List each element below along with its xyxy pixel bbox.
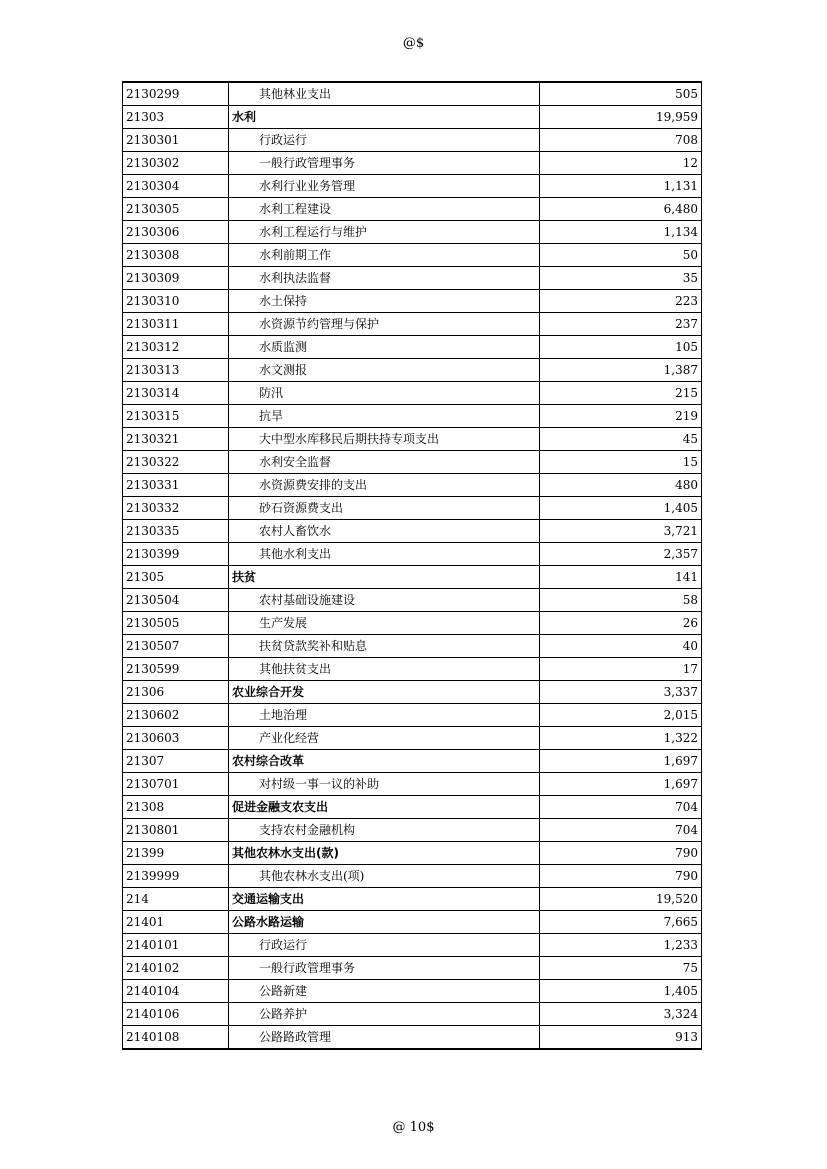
subject-name-cell: 对村级一事一议的补助 xyxy=(229,773,540,796)
subject-code-cell: 2140101 xyxy=(123,934,229,957)
page-header: @$ xyxy=(402,36,425,51)
subject-code-cell: 2130308 xyxy=(123,244,229,267)
amount-cell: 50 xyxy=(540,244,702,267)
subject-name-cell: 土地治理 xyxy=(229,704,540,727)
amount-cell: 40 xyxy=(540,635,702,658)
amount-cell: 3,721 xyxy=(540,520,702,543)
subject-name-cell: 大中型水库移民后期扶持专项支出 xyxy=(229,428,540,451)
subject-name-cell: 农村基础设施建设 xyxy=(229,589,540,612)
subject-name-cell: 农村综合改革 xyxy=(229,750,540,773)
table-row xyxy=(123,842,702,865)
subject-name-cell: 行政运行 xyxy=(229,934,540,957)
subject-code-cell: 2130505 xyxy=(123,612,229,635)
table-row xyxy=(123,129,702,152)
subject-name-cell: 水利安全监督 xyxy=(229,451,540,474)
table-row xyxy=(123,773,702,796)
subject-name-cell: 交通运输支出 xyxy=(229,888,540,911)
table-row xyxy=(123,267,702,290)
amount-cell: 7,665 xyxy=(540,911,702,934)
subject-name-cell: 扶贫 xyxy=(229,566,540,589)
amount-cell: 45 xyxy=(540,428,702,451)
amount-cell: 704 xyxy=(540,819,702,842)
table-row xyxy=(123,198,702,221)
subject-name-cell: 防汛 xyxy=(229,382,540,405)
subject-name-cell: 水利行业业务管理 xyxy=(229,175,540,198)
table-row xyxy=(123,451,702,474)
table-row xyxy=(123,727,702,750)
table-row xyxy=(123,888,702,911)
subject-code-cell: 2130399 xyxy=(123,543,229,566)
amount-cell: 58 xyxy=(540,589,702,612)
subject-code-cell: 2130311 xyxy=(123,313,229,336)
amount-cell: 480 xyxy=(540,474,702,497)
subject-name-cell: 水利执法监督 xyxy=(229,267,540,290)
subject-code-cell: 2130314 xyxy=(123,382,229,405)
amount-cell: 2,357 xyxy=(540,543,702,566)
table-row xyxy=(123,290,702,313)
table-row xyxy=(123,313,702,336)
amount-cell: 790 xyxy=(540,842,702,865)
amount-cell: 3,337 xyxy=(540,681,702,704)
subject-code-cell: 21307 xyxy=(123,750,229,773)
amount-cell: 708 xyxy=(540,129,702,152)
subject-name-cell: 其他水利支出 xyxy=(229,543,540,566)
table-row xyxy=(123,819,702,842)
table-row xyxy=(123,658,702,681)
table-row xyxy=(123,543,702,566)
table-row xyxy=(123,980,702,1003)
subject-name-cell: 产业化经营 xyxy=(229,727,540,750)
amount-cell: 215 xyxy=(540,382,702,405)
subject-name-cell: 生产发展 xyxy=(229,612,540,635)
amount-cell: 35 xyxy=(540,267,702,290)
subject-name-cell: 水利 xyxy=(229,106,540,129)
table-row xyxy=(123,152,702,175)
subject-name-cell: 水资源节约管理与保护 xyxy=(229,313,540,336)
table-row xyxy=(123,474,702,497)
subject-name-cell: 水利工程建设 xyxy=(229,198,540,221)
amount-cell: 704 xyxy=(540,796,702,819)
subject-name-cell: 行政运行 xyxy=(229,129,540,152)
amount-cell: 3,324 xyxy=(540,1003,702,1026)
subject-code-cell: 2130335 xyxy=(123,520,229,543)
subject-name-cell: 水利前期工作 xyxy=(229,244,540,267)
subject-code-cell: 2130312 xyxy=(123,336,229,359)
subject-code-cell: 2130309 xyxy=(123,267,229,290)
amount-cell: 105 xyxy=(540,336,702,359)
table-row xyxy=(123,428,702,451)
table-row xyxy=(123,382,702,405)
table-row xyxy=(123,405,702,428)
amount-cell: 6,480 xyxy=(540,198,702,221)
subject-code-cell: 21305 xyxy=(123,566,229,589)
amount-cell: 12 xyxy=(540,152,702,175)
subject-code-cell: 2130304 xyxy=(123,175,229,198)
subject-code-cell: 2130322 xyxy=(123,451,229,474)
page-footer: @ 10$ xyxy=(392,1120,435,1135)
subject-name-cell: 水利工程运行与维护 xyxy=(229,221,540,244)
amount-cell: 19,959 xyxy=(540,106,702,129)
subject-code-cell: 21399 xyxy=(123,842,229,865)
budget-table-body xyxy=(123,82,702,1049)
table-row xyxy=(123,82,702,106)
subject-name-cell: 农业综合开发 xyxy=(229,681,540,704)
subject-code-cell: 2130507 xyxy=(123,635,229,658)
table-row xyxy=(123,359,702,382)
subject-name-cell: 水质监测 xyxy=(229,336,540,359)
amount-cell: 223 xyxy=(540,290,702,313)
subject-name-cell: 扶贫贷款奖补和贴息 xyxy=(229,635,540,658)
subject-code-cell: 21308 xyxy=(123,796,229,819)
subject-code-cell: 2130603 xyxy=(123,727,229,750)
table-row xyxy=(123,1026,702,1050)
amount-cell: 1,233 xyxy=(540,934,702,957)
subject-name-cell: 公路水路运输 xyxy=(229,911,540,934)
subject-name-cell: 其他农林水支出(项) xyxy=(229,865,540,888)
subject-code-cell: 2130701 xyxy=(123,773,229,796)
table-row xyxy=(123,106,702,129)
table-row xyxy=(123,566,702,589)
table-row xyxy=(123,221,702,244)
table-row xyxy=(123,244,702,267)
subject-code-cell: 2130315 xyxy=(123,405,229,428)
subject-code-cell: 2130332 xyxy=(123,497,229,520)
amount-cell: 505 xyxy=(540,82,702,106)
subject-name-cell: 公路路政管理 xyxy=(229,1026,540,1050)
amount-cell: 141 xyxy=(540,566,702,589)
subject-name-cell: 支持农村金融机构 xyxy=(229,819,540,842)
subject-code-cell: 2130310 xyxy=(123,290,229,313)
table-row xyxy=(123,796,702,819)
amount-cell: 237 xyxy=(540,313,702,336)
amount-cell: 913 xyxy=(540,1026,702,1050)
subject-code-cell: 2140106 xyxy=(123,1003,229,1026)
subject-code-cell: 2130305 xyxy=(123,198,229,221)
subject-code-cell: 2140102 xyxy=(123,957,229,980)
table-row xyxy=(123,957,702,980)
subject-code-cell: 21303 xyxy=(123,106,229,129)
budget-table xyxy=(122,81,702,1050)
subject-code-cell: 214 xyxy=(123,888,229,911)
table-row xyxy=(123,934,702,957)
amount-cell: 1,131 xyxy=(540,175,702,198)
subject-name-cell: 其他农林水支出(款) xyxy=(229,842,540,865)
subject-code-cell: 2130299 xyxy=(123,82,229,106)
subject-code-cell: 21401 xyxy=(123,911,229,934)
table-row xyxy=(123,612,702,635)
subject-name-cell: 公路新建 xyxy=(229,980,540,1003)
amount-cell: 1,697 xyxy=(540,773,702,796)
subject-code-cell: 21306 xyxy=(123,681,229,704)
subject-name-cell: 农村人畜饮水 xyxy=(229,520,540,543)
subject-name-cell: 其他林业支出 xyxy=(229,82,540,106)
table-row xyxy=(123,865,702,888)
amount-cell: 19,520 xyxy=(540,888,702,911)
amount-cell: 1,405 xyxy=(540,980,702,1003)
amount-cell: 2,015 xyxy=(540,704,702,727)
subject-code-cell: 2130504 xyxy=(123,589,229,612)
amount-cell: 17 xyxy=(540,658,702,681)
table-row xyxy=(123,635,702,658)
table-row xyxy=(123,497,702,520)
subject-code-cell: 2140104 xyxy=(123,980,229,1003)
amount-cell: 1,405 xyxy=(540,497,702,520)
table-row xyxy=(123,681,702,704)
subject-code-cell: 2130306 xyxy=(123,221,229,244)
amount-cell: 26 xyxy=(540,612,702,635)
subject-name-cell: 水资源费安排的支出 xyxy=(229,474,540,497)
subject-code-cell: 2130331 xyxy=(123,474,229,497)
subject-code-cell: 2130301 xyxy=(123,129,229,152)
table-row xyxy=(123,750,702,773)
subject-code-cell: 2130602 xyxy=(123,704,229,727)
subject-code-cell: 2130801 xyxy=(123,819,229,842)
table-row xyxy=(123,1003,702,1026)
amount-cell: 790 xyxy=(540,865,702,888)
subject-name-cell: 抗旱 xyxy=(229,405,540,428)
table-row xyxy=(123,704,702,727)
subject-name-cell: 水文测报 xyxy=(229,359,540,382)
table-row xyxy=(123,589,702,612)
subject-code-cell: 2130321 xyxy=(123,428,229,451)
subject-code-cell: 2139999 xyxy=(123,865,229,888)
table-row xyxy=(123,175,702,198)
amount-cell: 1,387 xyxy=(540,359,702,382)
subject-name-cell: 水土保持 xyxy=(229,290,540,313)
subject-name-cell: 一般行政管理事务 xyxy=(229,957,540,980)
table-row xyxy=(123,911,702,934)
subject-code-cell: 2140108 xyxy=(123,1026,229,1050)
subject-code-cell: 2130599 xyxy=(123,658,229,681)
amount-cell: 75 xyxy=(540,957,702,980)
subject-name-cell: 公路养护 xyxy=(229,1003,540,1026)
subject-name-cell: 促进金融支农支出 xyxy=(229,796,540,819)
subject-code-cell: 2130302 xyxy=(123,152,229,175)
subject-code-cell: 2130313 xyxy=(123,359,229,382)
table-row xyxy=(123,336,702,359)
amount-cell: 15 xyxy=(540,451,702,474)
amount-cell: 219 xyxy=(540,405,702,428)
amount-cell: 1,322 xyxy=(540,727,702,750)
table-row xyxy=(123,520,702,543)
subject-name-cell: 其他扶贫支出 xyxy=(229,658,540,681)
amount-cell: 1,697 xyxy=(540,750,702,773)
amount-cell: 1,134 xyxy=(540,221,702,244)
subject-name-cell: 一般行政管理事务 xyxy=(229,152,540,175)
subject-name-cell: 砂石资源费支出 xyxy=(229,497,540,520)
